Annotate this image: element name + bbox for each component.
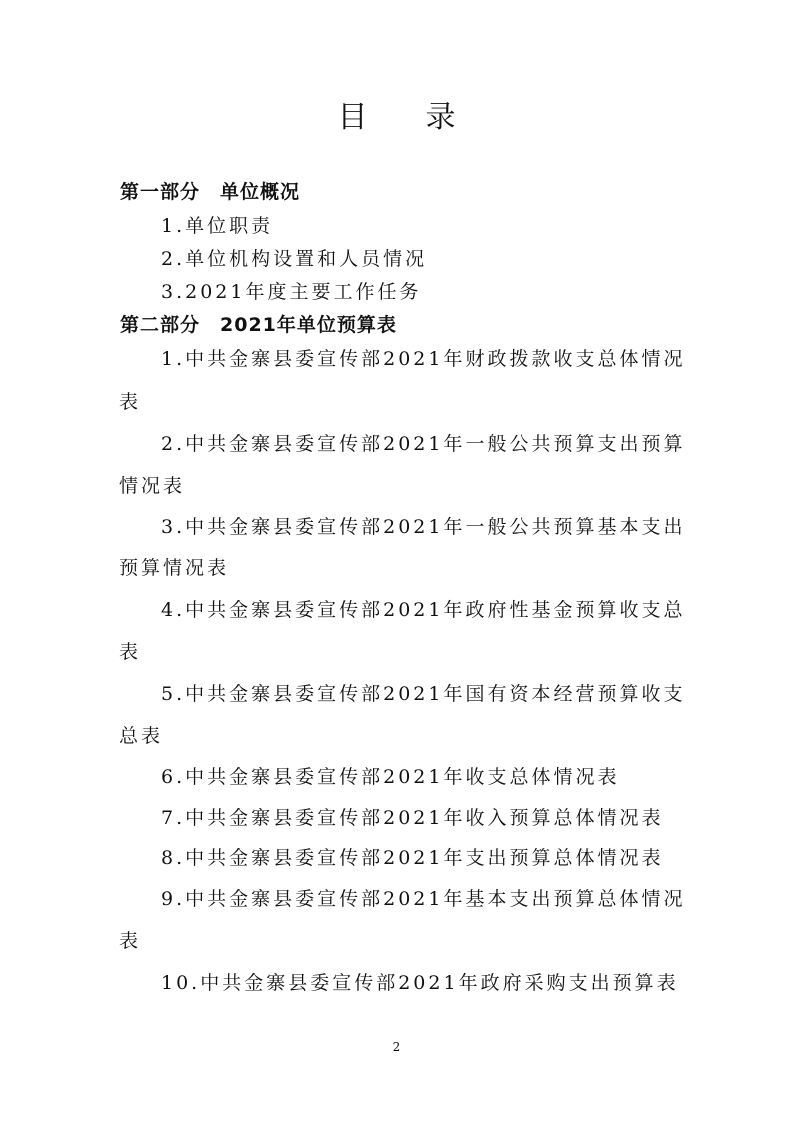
toc-item-continuation: 预算情况表 (119, 557, 230, 579)
toc-item-continuation: 表 (119, 641, 142, 663)
toc-item-continuation: 总表 (119, 725, 164, 747)
toc-item: 2.单位机构设置和人员情况 (161, 248, 428, 270)
toc-item: 3.2021年度主要工作任务 (161, 281, 422, 303)
toc-item: 5.中共金寨县委宣传部2021年国有资本经营预算收支 (161, 683, 686, 705)
toc-item: 9.中共金寨县委宣传部2021年基本支出预算总体情况 (161, 888, 686, 910)
toc-item: 1.中共金寨县委宣传部2021年财政拨款收支总体情况 (161, 348, 686, 370)
toc-item: 8.中共金寨县委宣传部2021年支出预算总体情况表 (161, 847, 664, 869)
toc-item: 2.中共金寨县委宣传部2021年一般公共预算支出预算 (161, 433, 686, 455)
toc-item: 1.单位职责 (161, 215, 274, 237)
page-number: 2 (392, 1040, 401, 1054)
section-heading-part-2: 第二部分 2021年单位预算表 (120, 314, 397, 336)
toc-item: 10.中共金寨县委宣传部2021年政府采购支出预算表 (161, 972, 679, 994)
toc-item-continuation: 表 (119, 391, 142, 413)
toc-item: 4.中共金寨县委宣传部2021年政府性基金预算收支总 (161, 599, 686, 621)
toc-item: 3.中共金寨县委宣传部2021年一般公共预算基本支出 (161, 516, 686, 538)
toc-item-continuation: 表 (119, 930, 142, 952)
toc-item: 6.中共金寨县委宣传部2021年收支总体情况表 (161, 766, 620, 788)
toc-item-continuation: 情况表 (119, 475, 186, 497)
toc-item: 7.中共金寨县委宣传部2021年收入预算总体情况表 (161, 807, 664, 829)
page-title: 目录 (337, 100, 514, 135)
section-heading-part-1: 第一部分 单位概况 (120, 181, 301, 203)
